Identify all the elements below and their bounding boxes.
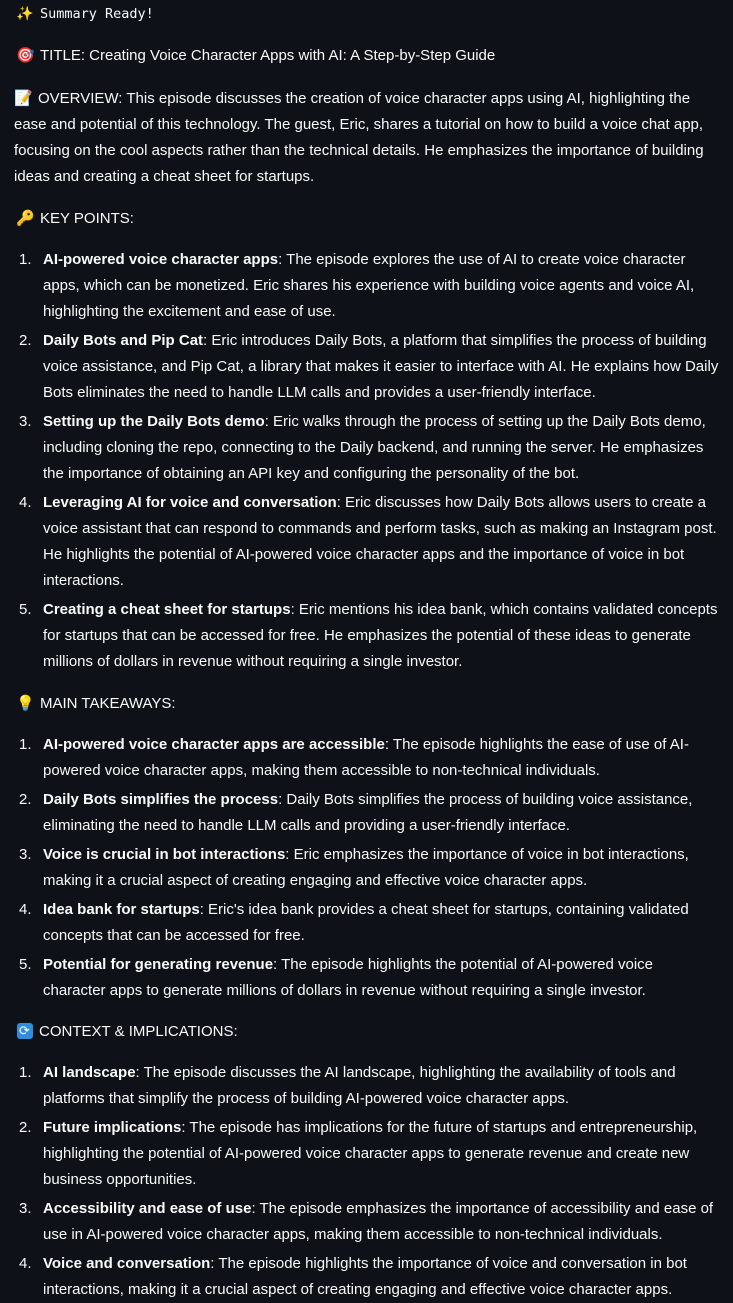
- title-text: TITLE: Creating Voice Character Apps with AI: A Step-by-Step Guide: [40, 47, 496, 64]
- list-item-text: : The episode has implications for the future of startups and entrepreneurship, highlighting the potential of AI-powered voice character apps to generate revenue and create new business opportunities.: [43, 1119, 698, 1188]
- context-list: [14, 1060, 719, 1303]
- context-heading-text: CONTEXT & IMPLICATIONS:: [39, 1023, 238, 1040]
- list-item: [43, 1251, 719, 1303]
- list-item-bold: Voice is crucial in bot interactions: [43, 846, 286, 863]
- title-line: [16, 42, 719, 69]
- refresh-icon: [17, 1023, 33, 1039]
- memo-icon: 📝: [14, 89, 33, 107]
- list-item-text: : The episode highlights the importance of voice and conversation in bot interactions, making it a crucial aspect of creating engaging and effective voice character apps.: [43, 1255, 687, 1298]
- list-item: [43, 1060, 719, 1112]
- list-item-text: : Eric discusses how Daily Bots allows users to create a voice assistant that can respond to commands and perform tasks, such as making an Instagram post. He highlights the potential of AI-powered voice character apps and the importance of voice in bot interactions.: [43, 494, 717, 589]
- list-item-bold: AI-powered voice character apps are accessible: [43, 736, 385, 753]
- list-item: [43, 328, 719, 406]
- list-item-text: : Eric emphasizes the importance of voice in bot interactions, making it a crucial aspect of creating engaging and effective voice character apps.: [43, 846, 689, 889]
- status-line: [16, 0, 719, 24]
- list-item-text: : The episode emphasizes the importance of accessibility and ease of use in AI-powered voice character apps, making them accessible to non-technical individuals.: [43, 1200, 714, 1243]
- list-item-bold: Potential for generating revenue: [43, 956, 274, 973]
- list-item-text: : The episode highlights the potential of AI-powered voice character apps to generate millions of dollars in revenue without requiring a single investor.: [43, 956, 654, 999]
- list-item: [43, 897, 719, 949]
- list-item-text: : Daily Bots simplifies the process of building voice assistance, eliminating the need to handle LLM calls and providing a user-friendly interface.: [43, 791, 693, 834]
- list-item-bold: AI-powered voice character apps: [43, 251, 279, 268]
- list-item: [43, 732, 719, 784]
- list-item-text: : Eric's idea bank provides a cheat sheet for startups, containing validated concepts that can be accessed for free.: [43, 901, 689, 944]
- key-points-list: [14, 247, 719, 675]
- context-heading: [16, 1019, 719, 1045]
- key-points-heading-text: KEY POINTS:: [40, 210, 134, 227]
- overview-text: OVERVIEW: This episode discusses the creation of voice character apps using AI, highlighting the ease and potential of this technology. The guest, Eric, shares a tutorial on how to build a voice chat app, focusing on the cool aspects rather than the technical details. He emphasizes the importance of building ideas and creating a cheat sheet for startups.: [14, 90, 704, 185]
- list-item-bold: Leveraging AI for voice and conversation: [43, 494, 337, 511]
- key-icon: 🔑: [16, 209, 35, 227]
- list-item-text: : The episode discusses the AI landscape, highlighting the availability of tools and platforms that simplify the process of building AI-powered voice character apps.: [43, 1064, 676, 1107]
- main-takeaways-list: [14, 732, 719, 1004]
- list-item: [43, 842, 719, 894]
- list-item: [43, 787, 719, 839]
- list-item: [43, 247, 719, 325]
- list-item-text: : Eric introduces Daily Bots, a platform that simplifies the process of building voice assistance, and Pip Cat, a library that makes it easier to interface with AI. He explains how Daily Bots eliminates the need to handle LLM calls and provides a user-friendly interface.: [43, 332, 719, 401]
- main-takeaways-heading-text: MAIN TAKEAWAYS:: [40, 695, 176, 712]
- list-item: [43, 1115, 719, 1193]
- list-item-bold: Future implications: [43, 1119, 182, 1136]
- list-item-bold: Accessibility and ease of use: [43, 1200, 252, 1217]
- list-item-bold: Daily Bots and Pip Cat: [43, 332, 204, 349]
- list-item-bold: Setting up the Daily Bots demo: [43, 413, 265, 430]
- status-text: Summary Ready!: [40, 6, 154, 22]
- list-item-bold: Voice and conversation: [43, 1255, 211, 1272]
- key-points-heading: [16, 205, 719, 232]
- list-item-text: : Eric walks through the process of setting up the Daily Bots demo, including cloning the repo, connecting to the Daily backend, and running the server. He emphasizes the importance of obtaining an API key and configuring the personality of the bot.: [43, 413, 706, 482]
- list-item-bold: Creating a cheat sheet for startups: [43, 601, 291, 618]
- list-item: [43, 597, 719, 675]
- list-item-text: : The episode explores the use of AI to create voice character apps, which can be monetized. Eric shares his experience with building voice agents and voice AI, highlighting the excitement and ease of use.: [43, 251, 695, 320]
- light-bulb-icon: 💡: [16, 694, 35, 712]
- list-item: [43, 409, 719, 487]
- target-icon: 🎯: [16, 46, 35, 64]
- list-item: [43, 952, 719, 1004]
- list-item: [43, 1196, 719, 1248]
- sparkles-icon: ✨: [16, 6, 34, 22]
- list-item-bold: AI landscape: [43, 1064, 136, 1081]
- list-item-text: : The episode highlights the ease of use of AI-powered voice character apps, making them accessible to non-technical individuals.: [43, 736, 689, 779]
- list-item-bold: Idea bank for startups: [43, 901, 200, 918]
- main-takeaways-heading: [16, 690, 719, 717]
- overview-paragraph: [14, 85, 719, 190]
- list-item-text: : Eric mentions his idea bank, which contains validated concepts for startups that can be accessed for free. He emphasizes the potential of these ideas to generate millions of dollars in revenue without requiring a single investor.: [43, 601, 718, 670]
- list-item: [43, 490, 719, 594]
- list-item-bold: Daily Bots simplifies the process: [43, 791, 279, 808]
